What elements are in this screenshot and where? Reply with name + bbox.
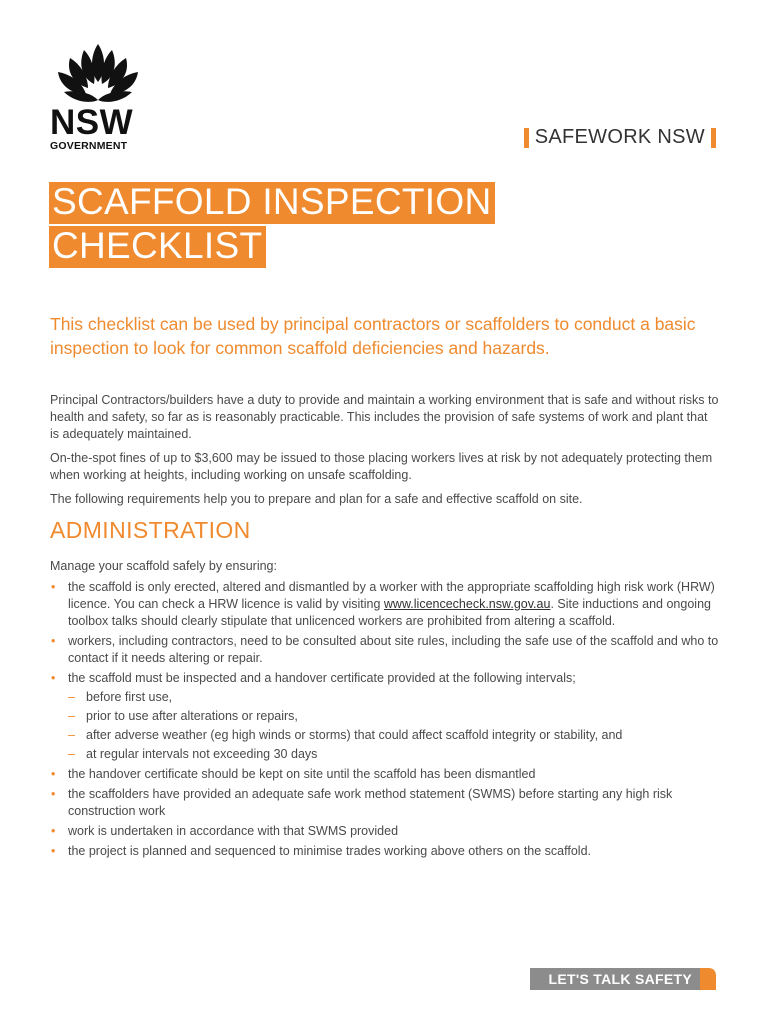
inspection-intervals-list	[68, 689, 720, 763]
waratah-flower-icon	[50, 42, 146, 104]
title-line-1: SCAFFOLD INSPECTION	[49, 182, 495, 224]
sub-list-item: – prior to use after alterations or repairs,	[68, 708, 720, 725]
brand-bar-right	[711, 128, 716, 148]
page-title	[49, 182, 495, 270]
brand-text: SAFEWORK NSW	[534, 126, 705, 148]
intro-text: This checklist can be used by principal contractors or scaffolders to conduct a basic inspection to look for common scaffold deficiencies and hazards.	[50, 314, 696, 358]
sub-list-item: – before first use,	[68, 689, 720, 706]
logo-nsw-text: NSW	[50, 103, 134, 142]
lets-talk-safety-banner	[530, 968, 716, 990]
paragraph-fines: On-the-spot fines of up to $3,600 may be issued to those placing workers lives at risk by not adequately protecting them when working at heights, including working on unsafe scaffolding.	[50, 451, 713, 482]
list-item: • the handover certificate should be kept on site until the scaffold has been dismantled	[50, 766, 720, 783]
safework-brand	[524, 126, 716, 149]
list-item: • the project is planned and sequenced to minimise trades working above others on the scaffold.	[50, 843, 720, 860]
sub-list-item: – after adverse weather (eg high winds or storms) that could affect scaffold integrity or stability, and	[68, 727, 720, 744]
body-text	[50, 392, 720, 515]
list-item: • work is undertaken in accordance with that SWMS provided	[50, 823, 720, 840]
orange-corner-icon	[700, 968, 716, 990]
list-item: • the scaffolders have provided an adequate safe work method statement (SWMS) before starting any high risk construction work	[50, 786, 720, 820]
logo-government-text: GOVERNMENT	[50, 140, 128, 152]
administration-section	[50, 558, 720, 863]
paragraph-requirements: The following requirements help you to prepare and plan for a safe and effective scaffold on site.	[50, 492, 583, 506]
title-line-2: CHECKLIST	[49, 226, 266, 268]
administration-list	[50, 579, 720, 860]
nsw-government-logo	[50, 42, 146, 152]
brand-bar-left	[524, 128, 529, 148]
list-item: • the scaffold is only erected, altered and dismantled by a worker with the appropriate scaffolding high risk work (HRW) licence. You can check a HRW licence is valid by visiting www.licencecheck.nsw.gov.au. Site inductions and ongoing toolbox talks should clearly stipulate that unlicenced workers are prohibited from altering a scaffold.	[50, 579, 720, 630]
sub-list-item: – at regular intervals not exceeding 30 days	[68, 746, 720, 763]
licence-check-link[interactable]: www.licencecheck.nsw.gov.au	[383, 597, 551, 611]
administration-lead: Manage your scaffold safely by ensuring:	[50, 559, 277, 573]
list-item: • the scaffold must be inspected and a handover certificate provided at the following intervals; – before first use, – prior to use after alterations or repairs, – after adverse weather (eg high winds or storms) that could affect scaffold integrity or stability, and – at regular intervals not exceeding 30 days	[50, 670, 720, 763]
list-item: • workers, including contractors, need to be consulted about site rules, including the safe use of the scaffold and who to contact if it needs altering or repair.	[50, 633, 720, 667]
administration-heading: ADMINISTRATION	[50, 517, 251, 543]
paragraph-duty: Principal Contractors/builders have a duty to provide and maintain a working environment that is safe and without risks to health and safety, so far as is reasonably practicable. This includes the provision of safe systems of work and plant that is adequately maintained.	[50, 393, 719, 441]
footer-label: LET'S TALK SAFETY	[530, 968, 700, 990]
